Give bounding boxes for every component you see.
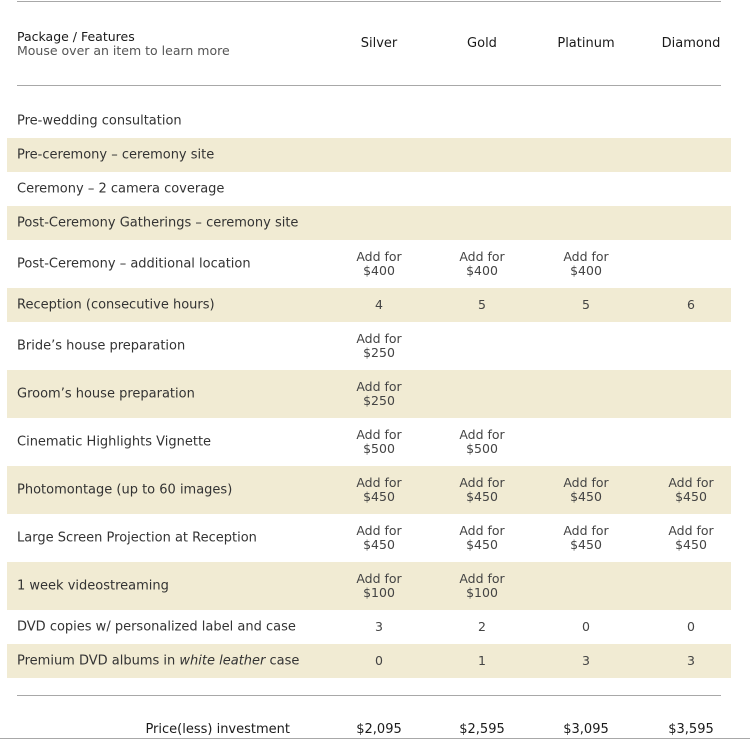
cell-gold (430, 572, 534, 600)
header-title: Package / Features (17, 29, 135, 44)
cell-silver (327, 250, 431, 278)
price-platinum: $3,095 (563, 722, 609, 737)
feature-text: Photomontage (up to 60 images) (17, 482, 233, 498)
feature-text: Ceremony – 2 camera coverage (17, 181, 225, 197)
addon-label: Add for (356, 331, 402, 346)
cell-diamond (639, 476, 743, 504)
feature-row[interactable] (7, 610, 731, 644)
price-row (0, 718, 750, 738)
cell-diamond: 0 (687, 619, 695, 634)
feature-label[interactable] (17, 339, 185, 354)
cell-platinum: 0 (582, 619, 590, 634)
feature-label[interactable] (17, 620, 296, 635)
feature-text: 1 week videostreaming (17, 578, 169, 594)
feature-text: Groom’s house preparation (17, 386, 195, 402)
feature-row[interactable] (7, 240, 731, 288)
addon-label: Add for (356, 571, 402, 586)
feature-label[interactable] (17, 148, 214, 163)
column-header-silver: Silver (360, 36, 398, 51)
addon-label: Add for (356, 427, 402, 442)
feature-text: Reception (consecutive hours) (17, 297, 215, 313)
feature-label[interactable] (17, 114, 182, 129)
cell-silver: 0 (375, 653, 383, 668)
addon-label: Add for (459, 475, 505, 490)
feature-row[interactable] (7, 206, 731, 240)
addon-price: $450 (466, 537, 498, 552)
addon-price: $400 (466, 263, 498, 278)
addon-price: $450 (570, 537, 602, 552)
feature-row[interactable] (7, 138, 731, 172)
feature-row[interactable] (7, 562, 731, 610)
addon-price: $250 (363, 345, 395, 360)
addon-price: $500 (363, 441, 395, 456)
feature-text: DVD copies w/ personalized label and case (17, 619, 296, 635)
price-label: Price(less) investment (145, 722, 290, 737)
feature-label[interactable] (17, 435, 211, 450)
cell-diamond: 3 (687, 653, 695, 668)
feature-text-tail: case (265, 653, 300, 669)
footer-rule (17, 695, 721, 696)
cell-silver (327, 572, 431, 600)
cell-platinum (534, 250, 638, 278)
addon-label: Add for (356, 249, 402, 264)
cell-gold: 2 (478, 619, 486, 634)
feature-table-body (7, 104, 731, 678)
addon-label: Add for (563, 523, 609, 538)
feature-text: Large Screen Projection at Reception (17, 530, 257, 546)
addon-label: Add for (668, 523, 714, 538)
cell-silver: 3 (375, 619, 383, 634)
addon-price: $500 (466, 441, 498, 456)
cell-silver (327, 380, 431, 408)
feature-row[interactable] (7, 644, 731, 678)
cell-silver (327, 524, 431, 552)
feature-row[interactable] (7, 514, 731, 562)
addon-price: $450 (363, 489, 395, 504)
addon-label: Add for (459, 427, 505, 442)
cell-gold: 1 (478, 653, 486, 668)
addon-label: Add for (459, 523, 505, 538)
addon-price: $100 (466, 585, 498, 600)
feature-row[interactable] (7, 172, 731, 206)
price-diamond: $3,595 (668, 722, 714, 737)
feature-text: Pre-ceremony – ceremony site (17, 147, 215, 163)
feature-label[interactable] (17, 483, 232, 498)
addon-label: Add for (459, 249, 505, 264)
column-header-gold: Gold (467, 36, 497, 51)
cell-gold (430, 250, 534, 278)
feature-text: Bride’s house preparation (17, 338, 186, 354)
feature-text: Pre-wedding consultation (17, 113, 182, 129)
header-rule (17, 85, 721, 86)
feature-text: Premium DVD albums in (17, 653, 180, 669)
cell-platinum: 5 (582, 297, 590, 312)
cell-platinum (534, 476, 638, 504)
feature-row[interactable] (7, 104, 731, 138)
feature-text-emphasis: white leather (179, 653, 266, 669)
feature-text: Cinematic Highlights Vignette (17, 434, 212, 450)
cell-gold (430, 524, 534, 552)
cell-diamond (639, 524, 743, 552)
feature-label[interactable] (17, 257, 251, 272)
addon-label: Add for (356, 475, 402, 490)
feature-label[interactable] (17, 531, 257, 546)
feature-label[interactable] (17, 216, 298, 231)
addon-label: Add for (563, 475, 609, 490)
addon-price: $450 (675, 537, 707, 552)
addon-label: Add for (356, 379, 402, 394)
cell-silver (327, 476, 431, 504)
addon-label: Add for (356, 523, 402, 538)
cell-platinum (534, 524, 638, 552)
addon-label: Add for (459, 571, 505, 586)
header-subtitle: Mouse over an item to learn more (17, 43, 230, 58)
addon-price: $450 (466, 489, 498, 504)
feature-row[interactable] (7, 288, 731, 322)
table-header (0, 0, 750, 86)
addon-price: $450 (675, 489, 707, 504)
feature-label[interactable] (17, 654, 299, 669)
addon-price: $400 (363, 263, 395, 278)
feature-row[interactable] (7, 418, 731, 466)
addon-price: $400 (570, 263, 602, 278)
feature-text: Post-Ceremony – additional location (17, 256, 251, 272)
feature-label[interactable] (17, 387, 195, 402)
cell-silver (327, 428, 431, 456)
bottom-border (0, 738, 750, 739)
cell-gold: 5 (478, 297, 486, 312)
cell-diamond: 6 (687, 297, 695, 312)
cell-silver: 4 (375, 297, 383, 312)
column-header-diamond: Diamond (661, 36, 721, 51)
feature-label[interactable] (17, 298, 215, 313)
cell-gold (430, 476, 534, 504)
price-silver: $2,095 (356, 722, 402, 737)
addon-price: $250 (363, 393, 395, 408)
addon-price: $450 (570, 489, 602, 504)
feature-row[interactable] (7, 466, 731, 514)
column-header-platinum: Platinum (557, 36, 615, 51)
cell-platinum: 3 (582, 653, 590, 668)
feature-row[interactable] (7, 322, 731, 370)
feature-row[interactable] (7, 370, 731, 418)
addon-price: $100 (363, 585, 395, 600)
addon-price: $450 (363, 537, 395, 552)
feature-label[interactable] (17, 579, 169, 594)
cell-silver (327, 332, 431, 360)
cell-gold (430, 428, 534, 456)
price-gold: $2,595 (459, 722, 505, 737)
addon-label: Add for (668, 475, 714, 490)
feature-text: Post-Ceremony Gatherings – ceremony site (17, 215, 299, 231)
addon-label: Add for (563, 249, 609, 264)
feature-label[interactable] (17, 182, 224, 197)
